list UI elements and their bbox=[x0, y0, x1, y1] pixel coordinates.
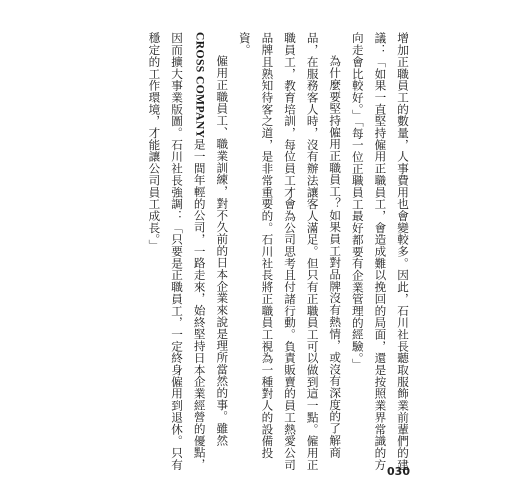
paragraph-3-text-a: 僱用正職員工、職業訓練，對不久前的日本企業來說是理所當然的事。雖然 bbox=[215, 55, 230, 447]
body-text bbox=[143, 32, 414, 472]
paragraph-3-text-b: 是一間年輕的公司，一路走來，始終堅持日本企業經營的優點，因而擴大事業版圖。石川社長強調：「只要是正職員工，一定終身僱用到退休。只有穩定的工作環境，才能讓公司員工成長。」 bbox=[147, 32, 207, 471]
paragraph-1-text: 增加正職員工的數量，人事費用也會變較多。因此，石川社長聽取服飾業前輩們的建議：「如果一直堅持僱用正職員工，會造成難以挽回的局面，還是按照業界常識的方向走會比較好。」「每一位正職員工最好都要有企業管理的經驗。」 bbox=[350, 32, 410, 471]
page-number: 030 bbox=[387, 465, 410, 478]
paragraph-3 bbox=[143, 32, 233, 472]
paragraph-1 bbox=[346, 32, 414, 472]
paragraph-2 bbox=[233, 32, 346, 472]
paragraph-2-text: 為什麼要堅持僱用正職員工？如果員工對品牌沒有熱情，或沒有深度的了解商品，在服務客人時，沒有辦法讓客人滿足。但只有正職員工可以做到這一點。僱用正職員工，教育培訓，每位員工才會為公司思考且付諸行動。負責販賣的員工熱愛公司品牌且熟知待客之道，是非常重要的。石川社長將正職員工視為一種對人的設備投資。 bbox=[237, 32, 343, 471]
company-name: CROSS COMPANY bbox=[193, 32, 207, 139]
